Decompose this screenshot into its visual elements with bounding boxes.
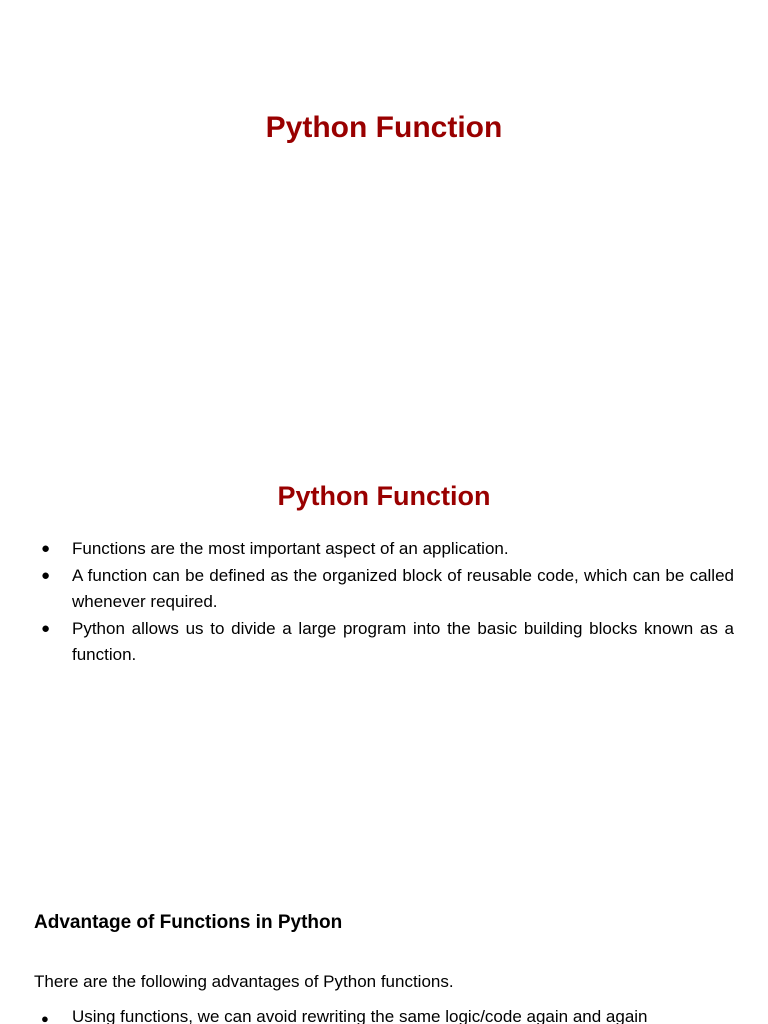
- list-item: [34, 536, 734, 563]
- list-item: [34, 563, 734, 616]
- advantages-heading: Advantage of Functions in Python: [34, 912, 343, 933]
- bullet-icon: ●: [41, 1011, 49, 1024]
- advantages-list: [34, 1004, 734, 1024]
- bullet-icon: ●: [41, 566, 51, 584]
- list-item-text: Python allows us to divide a large program into the basic building blocks known as a function.: [72, 618, 734, 664]
- advantages-intro: There are the following advantages of Python functions.: [34, 972, 454, 991]
- bullet-icon: ●: [41, 619, 51, 637]
- list-item-text: A function can be defined as the organized block of reusable code, which can be called whenever required.: [72, 565, 734, 611]
- bullet-icon: ●: [41, 540, 51, 557]
- page-title: Python Function: [265, 111, 503, 144]
- function-bullet-list: [34, 536, 734, 669]
- list-item-text: Functions are the most important aspect of an application.: [72, 539, 509, 558]
- list-item: [34, 616, 734, 669]
- section-title: Python Function: [277, 481, 491, 511]
- list-item-text: Using functions, we can avoid rewriting the same logic/code again and again: [72, 1007, 648, 1024]
- list-item: [34, 1004, 734, 1024]
